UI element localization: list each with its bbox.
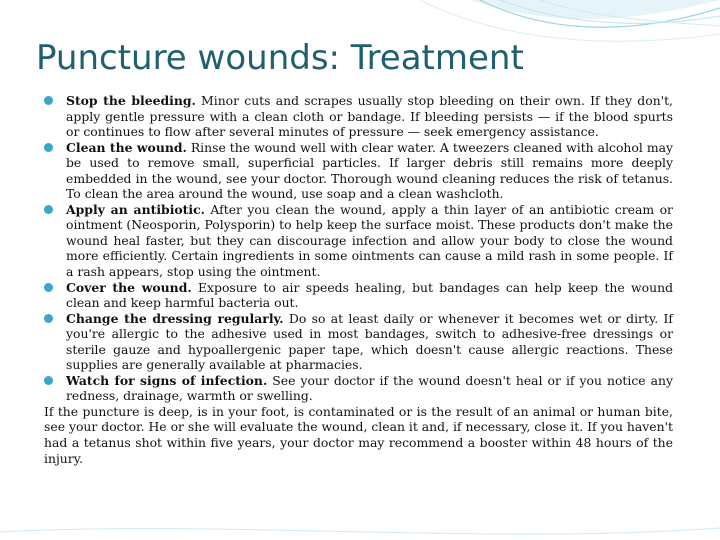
bullet-lead: Cover the wound. — [66, 279, 192, 295]
list-item — [44, 202, 673, 280]
slide-title: Puncture wounds: Treatment — [36, 38, 524, 78]
bullet-text: Exposure to air speeds healing, but bandages can help keep the wound clean and keep harmful bacteria out. — [66, 279, 674, 311]
bullet-dot-icon — [44, 96, 53, 105]
bullet-dot-icon — [44, 143, 53, 152]
bullet-text: After you clean the wound, apply a thin layer of an antibiotic cream or ointment (Neosporin, Polysporin) to help keep the surface moist. These products don't make the wound heal faster, but they can discourage infection and allow your body to close the wound more efficiently. Certain ingredients in some ointments can cause a mild rash in some people. If a rash appears, stop using the ointment. — [66, 201, 673, 280]
bullet-dot-icon — [44, 205, 53, 214]
bullet-dot-icon — [44, 376, 53, 385]
bullet-text: Do so at least daily or whenever it becomes wet or dirty. If you're allergic to the adhesive used in most bandages, switch to adhesive-free dressings or sterile gauze and hypoallergenic paper tape, which doesn't cause allergic reactions. These supplies are generally available at pharmacies. — [66, 310, 674, 373]
bullet-lead: Clean the wound. — [66, 139, 187, 155]
list-item — [44, 280, 673, 311]
bullet-list — [44, 93, 673, 404]
bullet-text: Rinse the wound well with clear water. A tweezers cleaned with alcohol may be used to remove small, superficial particles. If larger debris still remains more deeply embedded in the wound, see your doctor. Thorough wound cleaning reduces the risk of tetanus. To clean the area around the wound, use soap and a clean washcloth. — [66, 139, 673, 202]
closing-paragraph: If the puncture is deep, is in your foot, is contaminated or is the result of an animal or human bite, see your doctor. He or she will evaluate the wound, clean it and, if necessary, close it. If you haven't had a tetanus shot within five years, your doctor may recommend a booster within 48 hours of the injury. — [44, 403, 673, 466]
list-item — [44, 311, 673, 373]
list-item — [44, 93, 673, 140]
slide-body — [44, 93, 673, 466]
bullet-lead: Apply an antibiotic. — [66, 201, 205, 217]
bullet-dot-icon — [44, 314, 53, 323]
bullet-lead: Change the dressing regularly. — [66, 310, 284, 326]
bullet-lead: Stop the bleeding. — [66, 93, 196, 108]
list-item — [44, 140, 673, 202]
list-item — [44, 373, 673, 404]
bullet-text: Minor cuts and scrapes usually stop bleeding on their own. If they don't, apply gentle pressure with a clean cloth or bandage. If bleeding persists — if the blood spurts or continues to flow after several minutes of pressure — seek emergency assistance. — [66, 93, 673, 140]
bullet-text: See your doctor if the wound doesn't heal or if you notice any redness, drainage, warmth or swelling. — [66, 372, 674, 404]
bullet-dot-icon — [44, 283, 53, 292]
bullet-lead: Watch for signs of infection. — [66, 372, 268, 388]
